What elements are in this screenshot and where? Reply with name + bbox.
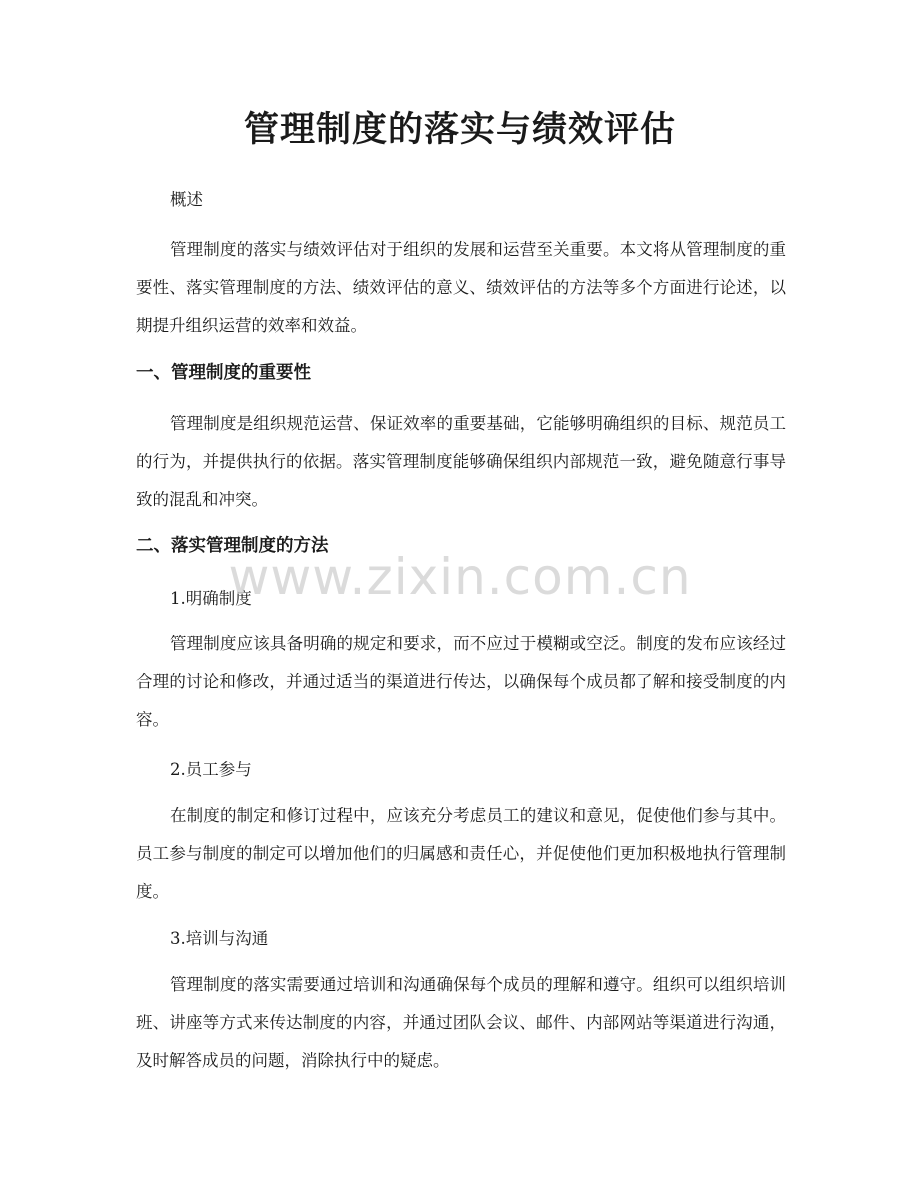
- item3-label: 3.培训与沟通: [170, 929, 269, 948]
- overview-paragraph: 管理制度的落实与绩效评估对于组织的发展和运营至关重要。本文将从管理制度的重要性、落实管理制度的方法、绩效评估的意义、绩效评估的方法等多个方面进行论述，以期提升组织运营的效率和效益。: [136, 240, 786, 335]
- overview-label: 概述: [170, 190, 203, 209]
- item2-paragraph: 在制度的制定和修订过程中，应该充分考虑员工的建议和意见，促使他们参与其中。员工参与制度的制定可以增加他们的归属感和责任心，并促使他们更加积极地执行管理制度。: [136, 806, 786, 901]
- section1-paragraph: 管理制度是组织规范运营、保证效率的重要基础，它能够明确组织的目标、规范员工的行为，并提供执行的依据。落实管理制度能够确保组织内部规范一致，避免随意行事导致的混乱和冲突。: [136, 414, 786, 509]
- item3-paragraph: 管理制度的落实需要通过培训和沟通确保每个成员的理解和遵守。组织可以组织培训班、讲座等方式来传达制度的内容，并通过团队会议、邮件、内部网站等渠道进行沟通，及时解答成员的问题，消除执行中的疑虑。: [136, 975, 786, 1070]
- section1-heading: 一、管理制度的重要性: [136, 363, 311, 383]
- item1-label: 1.明确制度: [170, 589, 252, 608]
- section2-heading: 二、落实管理制度的方法: [136, 536, 329, 556]
- watermark: www.zixin.com.cn: [228, 548, 692, 606]
- document-title: 管理制度的落实与绩效评估: [243, 109, 676, 150]
- item1-paragraph: 管理制度应该具备明确的规定和要求，而不应过于模糊或空泛。制度的发布应该经过合理的讨论和修改，并通过适当的渠道进行传达，以确保每个成员都了解和接受制度的内容。: [136, 634, 786, 729]
- item2-label: 2.员工参与: [170, 760, 252, 779]
